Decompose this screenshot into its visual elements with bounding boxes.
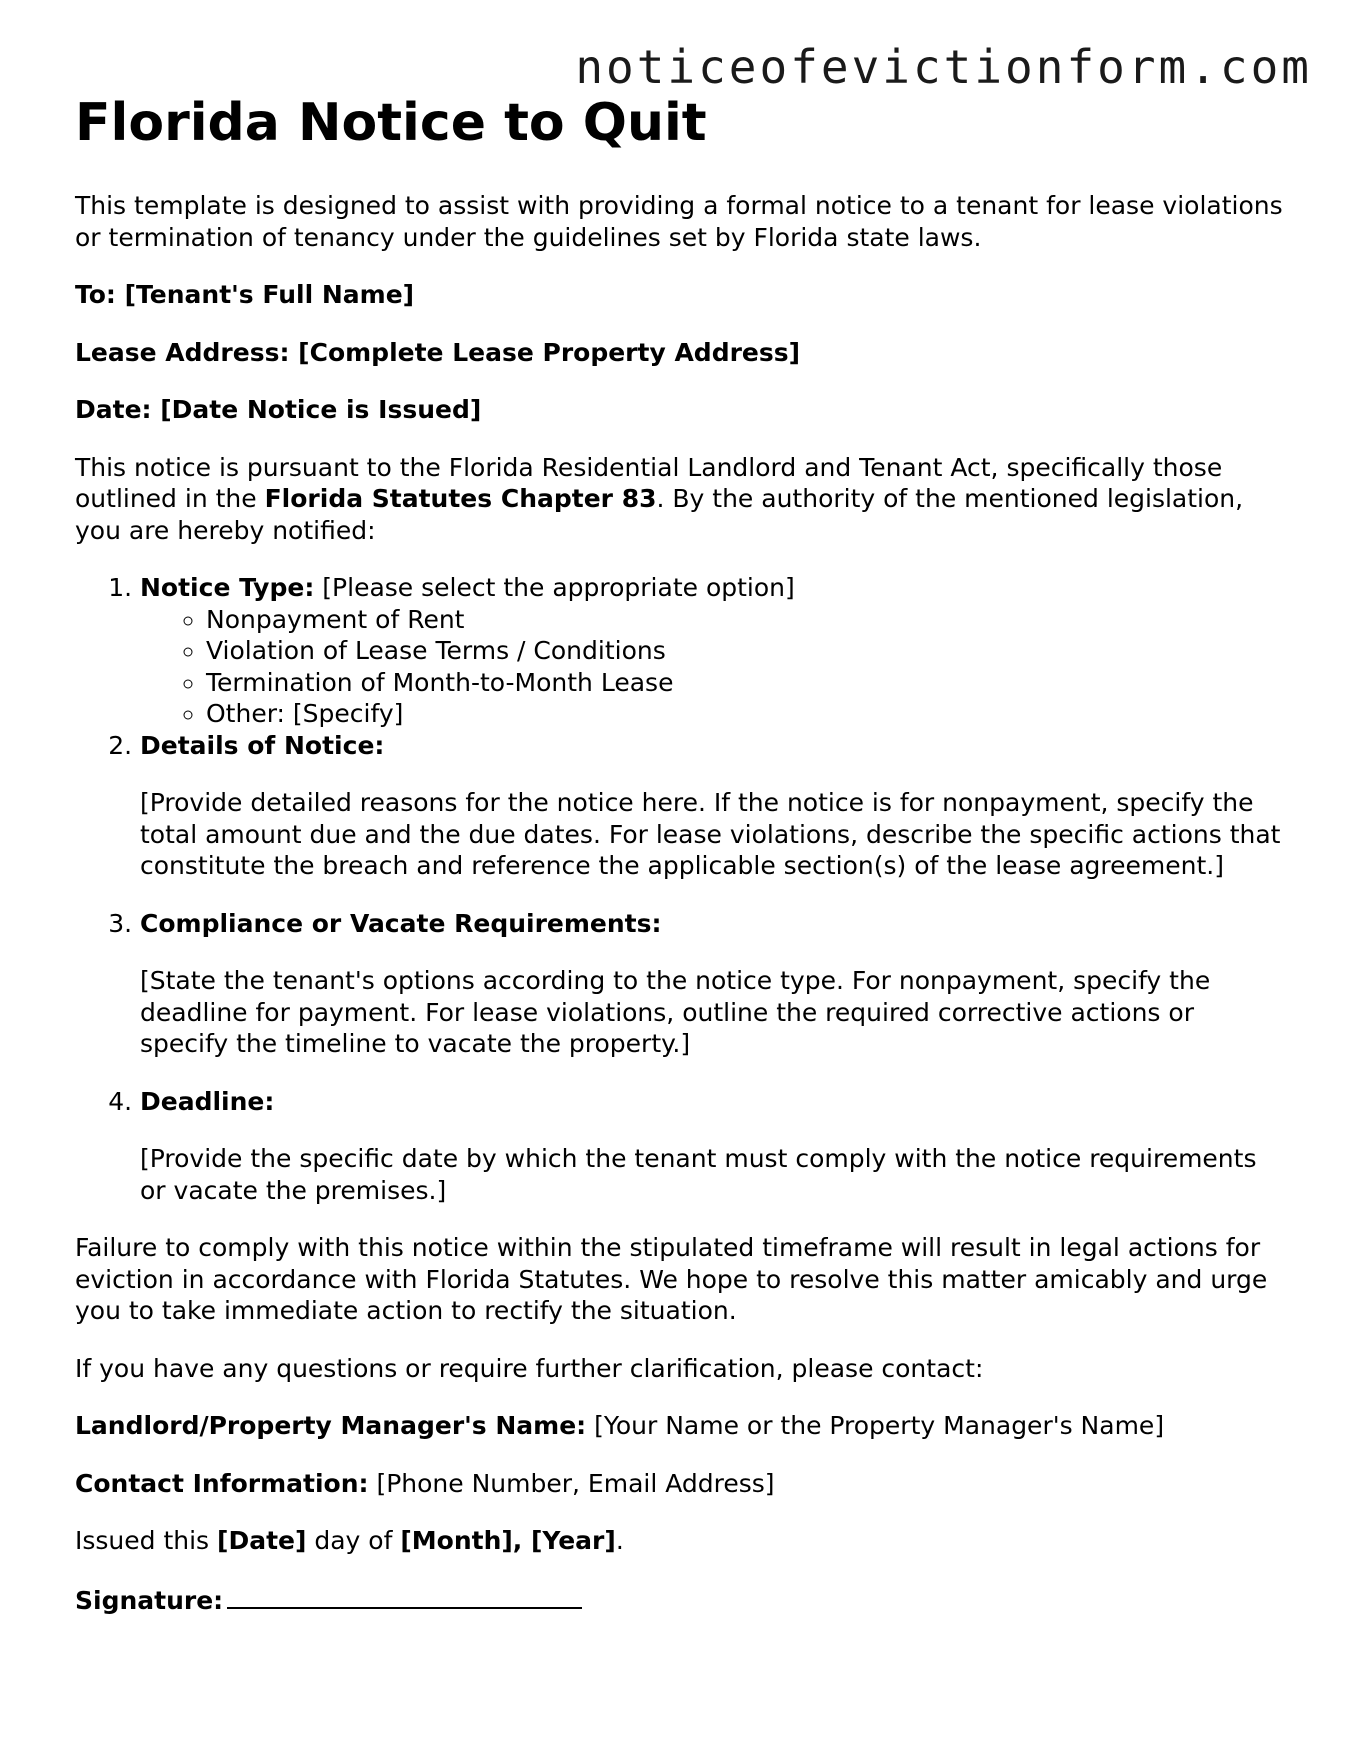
pursuant-text-after: . By the authority of the mentioned legislation, you are hereby notified: — [75, 484, 1244, 545]
signature-field — [75, 1583, 1285, 1617]
deadline-body: [Provide the specific date by which the tenant must comply with the notice requirements or vacate the premises.] — [140, 1144, 1257, 1205]
notice-items-list — [75, 572, 1285, 1206]
to-field — [75, 279, 1285, 311]
notice-option: ◦ Violation of Lease Terms / Conditions — [206, 635, 1285, 667]
compliance-body: [State the tenant's options according to the notice type. For nonpayment, specify the deadline for payment. For lease violations, outline the required corrective actions or specify the timeline to vacate the property.] — [140, 966, 1211, 1059]
issued-text-2: day of — [306, 1526, 401, 1556]
issued-line — [75, 1525, 1285, 1557]
notice-type-instruction: [Please select the appropriate option] — [314, 573, 795, 603]
page-title: Florida Notice to Quit — [75, 93, 707, 153]
details-body: [Provide detailed reasons for the notice here. If the notice is for nonpayment, specify the total amount due and the due dates. For lease violations, describe the specific actions that constitute the breach and reference the applicable section(s) of the lease agreement.] — [140, 788, 1281, 881]
compliance-label: Compliance or Vacate Requirements: — [140, 908, 662, 938]
signature-line[interactable] — [227, 1583, 582, 1609]
failure-paragraph: Failure to comply with this notice within the stipulated timeframe will result in legal actions for eviction in accordance with Florida Statutes. We hope to resolve this matter amicably and urge you to take immediate action to rectify the situation. — [75, 1233, 1268, 1326]
pursuant-paragraph — [75, 452, 1285, 547]
notice-item-compliance — [140, 908, 1285, 1060]
notice-option: ◦ Termination of Month-to-Month Lease — [206, 667, 1285, 699]
notice-item-details — [140, 730, 1285, 882]
contact-info-field — [75, 1468, 1285, 1500]
date-field — [75, 394, 1285, 426]
issued-date-placeholder: [Date] — [217, 1526, 307, 1556]
lease-address-field — [75, 337, 1285, 369]
issued-month-year-placeholder: [Month], [Year] — [400, 1526, 616, 1556]
deadline-label: Deadline: — [140, 1086, 275, 1116]
notice-option: ◦ Nonpayment of Rent — [206, 604, 1285, 636]
contact-info-value: [Phone Number, Email Address] — [368, 1468, 775, 1498]
statute-reference: Florida Statutes Chapter 83 — [264, 484, 657, 514]
landlord-name-field — [75, 1410, 1285, 1442]
signature-label: Signature: — [75, 1585, 224, 1615]
notice-type-label: Notice Type: — [140, 573, 315, 603]
issued-text-1: Issued this — [75, 1526, 218, 1556]
details-label: Details of Notice: — [140, 730, 385, 760]
pursuant-text-before: This notice is pursuant to the Florida Residential Landlord and Tenant Act, specifically those outlined in the — [75, 452, 1223, 514]
lease-address-text: Lease Address: [Complete Lease Property Address] — [75, 337, 801, 367]
landlord-name-label: Landlord/Property Manager's Name: — [75, 1411, 587, 1441]
document-page — [75, 92, 1285, 1642]
intro-paragraph: This template is designed to assist with providing a formal notice to a tenant for lease violations or termination of tenancy under the guidelines set by Florida state laws. — [75, 191, 1283, 252]
notice-item-type — [140, 572, 1285, 730]
notice-item-deadline — [140, 1086, 1285, 1207]
landlord-name-value: [Your Name or the Property Manager's Name] — [586, 1411, 1165, 1441]
issued-text-3: . — [615, 1526, 624, 1556]
site-watermark: noticeofevictionform.com — [575, 40, 1312, 94]
questions-paragraph: If you have any questions or require further clarification, please contact: — [75, 1353, 984, 1383]
notice-type-options — [140, 604, 1285, 730]
notice-option: ◦ Other: [Specify] — [206, 698, 1285, 730]
to-field-text: To: [Tenant's Full Name] — [75, 280, 415, 310]
contact-info-label: Contact Information: — [75, 1468, 369, 1498]
date-field-text: Date: [Date Notice is Issued] — [75, 395, 482, 425]
